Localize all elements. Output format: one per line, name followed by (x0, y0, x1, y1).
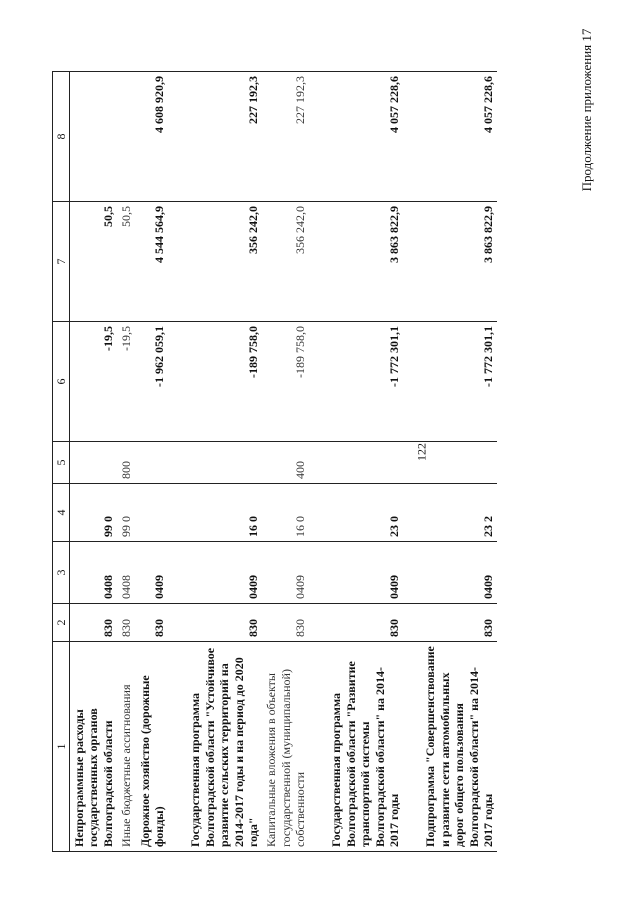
col8-value (117, 72, 135, 202)
col8-value: 227 192,3 (186, 72, 262, 202)
col7-value: 3 863 822,9 (421, 202, 497, 322)
spacer-cell (168, 442, 186, 484)
col8-value: 4 608 920,9 (136, 72, 169, 202)
col7-value: 356 242,0 (262, 202, 309, 322)
spacer-cell (309, 442, 327, 484)
spacer-cell (168, 642, 186, 852)
spacer-cell (168, 72, 186, 202)
col5-value: 400 (262, 442, 309, 484)
col2-value: 830 (117, 604, 135, 642)
spacer-cell (309, 484, 327, 542)
row-name: Непрограммные расходы государственных органов Волгоградской области (70, 642, 118, 852)
col8-value: 4 057 228,6 (327, 72, 403, 202)
table-body (70, 72, 498, 852)
table-row (136, 72, 169, 852)
spacer-cell (403, 642, 421, 852)
spacer-cell (309, 322, 327, 442)
col3-value: 0408 (117, 542, 135, 604)
col3-value: 0409 (327, 542, 403, 604)
row-name: Капитальные вложения в объекты государственной (муниципальной) собственности (262, 642, 309, 852)
col4-value: 99 0 (70, 484, 118, 542)
column-header: 8 (53, 72, 70, 202)
col6-value: -19,5 (70, 322, 118, 442)
col6-value: -1 772 301,1 (421, 322, 497, 442)
col5-value (186, 442, 262, 484)
spacer-cell (168, 202, 186, 322)
spacer-cell (309, 642, 327, 852)
table-row (70, 72, 118, 852)
col2-value: 830 (70, 604, 118, 642)
column-header: 4 (53, 484, 70, 542)
col3-value: 0409 (186, 542, 262, 604)
col8-value: 227 192,3 (262, 72, 309, 202)
col5-value (136, 442, 169, 484)
spacer-cell (309, 72, 327, 202)
spacer-row (168, 72, 186, 852)
column-header: 3 (53, 542, 70, 604)
spacer-cell (403, 542, 421, 604)
col3-value: 0409 (136, 542, 169, 604)
row-name: Подпрограмма "Совершенствование и развитие сети автомобильных дорог общего пользования Волгоградской области" на 2014-2017 годы (421, 642, 497, 852)
col8-value (70, 72, 118, 202)
col7-value: 50,5 (70, 202, 118, 322)
continuation-note: Продолжение приложения 17 (579, 28, 594, 192)
table-row (327, 72, 403, 852)
col4-value: 23 2 (421, 484, 497, 542)
row-name: Государственная программа Волгоградской области "Развитие транспортной системы Волгоградской области" на 2014-2017 годы (327, 642, 403, 852)
column-header: 1 (53, 642, 70, 852)
spacer-cell (309, 202, 327, 322)
col2-value: 830 (262, 604, 309, 642)
spacer-cell (403, 322, 421, 442)
col3-value: 0409 (421, 542, 497, 604)
col4-value: 16 0 (262, 484, 309, 542)
column-header: 7 (53, 202, 70, 322)
spacer-cell (168, 322, 186, 442)
col7-value: 356 242,0 (186, 202, 262, 322)
table-row (186, 72, 262, 852)
col6-value: -19,5 (117, 322, 135, 442)
spacer-row (403, 72, 421, 852)
col2-value: 830 (421, 604, 497, 642)
col3-value: 0408 (70, 542, 118, 604)
col6-value: -1 962 059,1 (136, 322, 169, 442)
row-name: Дорожное хозяйство (дорожные фонды) (136, 642, 169, 852)
row-name: Государственная программа Волгоградской области "Устойчивое развитие сельских территорий на 2014-2017 годы и на период до 2020 года" (186, 642, 262, 852)
spacer-cell (168, 542, 186, 604)
spacer-cell (403, 484, 421, 542)
spacer-cell (403, 604, 421, 642)
spacer-row (309, 72, 327, 852)
column-header: 6 (53, 322, 70, 442)
col4-value: 23 0 (327, 484, 403, 542)
col4-value: 16 0 (186, 484, 262, 542)
budget-table (52, 71, 497, 852)
col5-value (70, 442, 118, 484)
spacer-cell (403, 72, 421, 202)
col6-value: -1 772 301,1 (327, 322, 403, 442)
col4-value (136, 484, 169, 542)
col3-value: 0409 (262, 542, 309, 604)
table-row (421, 72, 497, 852)
table-row (262, 72, 309, 852)
column-header: 5 (53, 442, 70, 484)
column-header: 2 (53, 604, 70, 642)
table-row (117, 72, 135, 852)
page-number: 122 (414, 443, 429, 461)
col2-value: 830 (327, 604, 403, 642)
spacer-cell (309, 542, 327, 604)
col7-value: 50,5 (117, 202, 135, 322)
col7-value: 3 863 822,9 (327, 202, 403, 322)
column-number-row (53, 72, 70, 852)
spacer-cell (168, 484, 186, 542)
col7-value: 4 544 564,9 (136, 202, 169, 322)
col8-value: 4 057 228,6 (421, 72, 497, 202)
col5-value: 800 (117, 442, 135, 484)
col5-value (327, 442, 403, 484)
col6-value: -189 758,0 (262, 322, 309, 442)
spacer-cell (403, 442, 421, 484)
col2-value: 830 (186, 604, 262, 642)
budget-table-rotated (52, 72, 572, 852)
col2-value: 830 (136, 604, 169, 642)
spacer-cell (403, 202, 421, 322)
col6-value: -189 758,0 (186, 322, 262, 442)
row-name: Иные бюджетные ассигнования (117, 642, 135, 852)
col4-value: 99 0 (117, 484, 135, 542)
col5-value (421, 442, 497, 484)
spacer-cell (309, 604, 327, 642)
spacer-cell (168, 604, 186, 642)
